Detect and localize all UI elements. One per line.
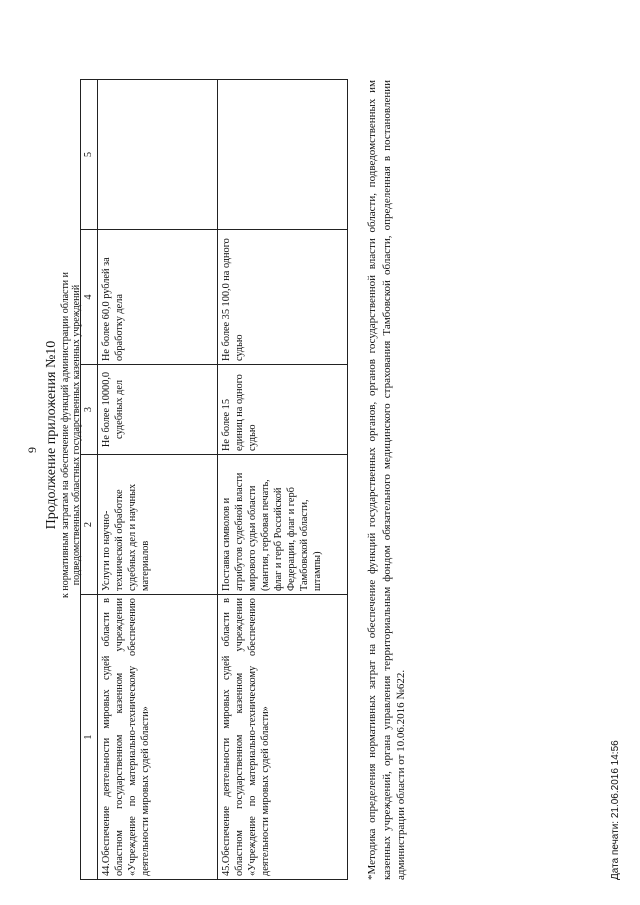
table-cell-quantity: Не более 10000,0 судебных дел (98, 365, 218, 455)
table-cell-extra (218, 80, 348, 230)
print-date: Дата печати: 21.06.2016 14:56 (610, 740, 621, 880)
column-header-2: 2 (81, 455, 98, 595)
table-row (98, 80, 218, 880)
column-header-5: 5 (81, 80, 98, 230)
table-cell-price: Не более 60,0 рублей за обработку дела (98, 230, 218, 365)
table-cell-price: Не более 35 100,0 на одного судью (218, 230, 348, 365)
page-number: 9 (25, 447, 39, 453)
table-cell-item: Услуги по научно-технической обработке судебных дел и научных материалов (98, 455, 218, 595)
cost-norms-table (80, 79, 348, 880)
table-cell-function: 45.Обеспечение деятельности мировых судей области в областном государственном казенном учреждении «Учреждение по материально-техническому обеспечению деятельности мировых судей области» (218, 595, 348, 880)
appendix-title: Продолжение приложения №10 (44, 340, 59, 530)
table-cell-function: 44.Обеспечение деятельности мировых судей области в областном государственном казенном учреждении «Учреждение по материально-техническому обеспечению деятельности мировых судей области» (98, 595, 218, 880)
appendix-heading (44, 65, 82, 805)
column-header-4: 4 (81, 230, 98, 365)
table-cell-quantity: Не более 15 единиц на одного судью (218, 365, 348, 455)
table-header-row (81, 80, 98, 880)
appendix-subtitle-line2: подведомственных областных государственных казенных учреждений (71, 284, 82, 586)
footnote: *Методика определения нормативных затрат на обеспечение функций государственных органов, органов государственной власти области, подведомственных им казенных учреждений, органа управления территориальным фондом обязательного медицинского страхования Тамбовской области, определенная в постановлении администрации области от 10.06.2016 №622. (366, 80, 407, 880)
table-cell-extra (98, 80, 218, 230)
column-header-3: 3 (81, 365, 98, 455)
column-header-1: 1 (81, 595, 98, 880)
table-cell-item: Поставка символов и атрибутов судебной власти мирового судьи области (мантия, гербовая печать, флаг и герб Российской Федерации, флаг и герб Тамбовской области, штампы) (218, 455, 348, 595)
table-row (218, 80, 348, 880)
appendix-subtitle-line1: к нормативным затратам на обеспечение функций администрации области и (60, 271, 71, 599)
